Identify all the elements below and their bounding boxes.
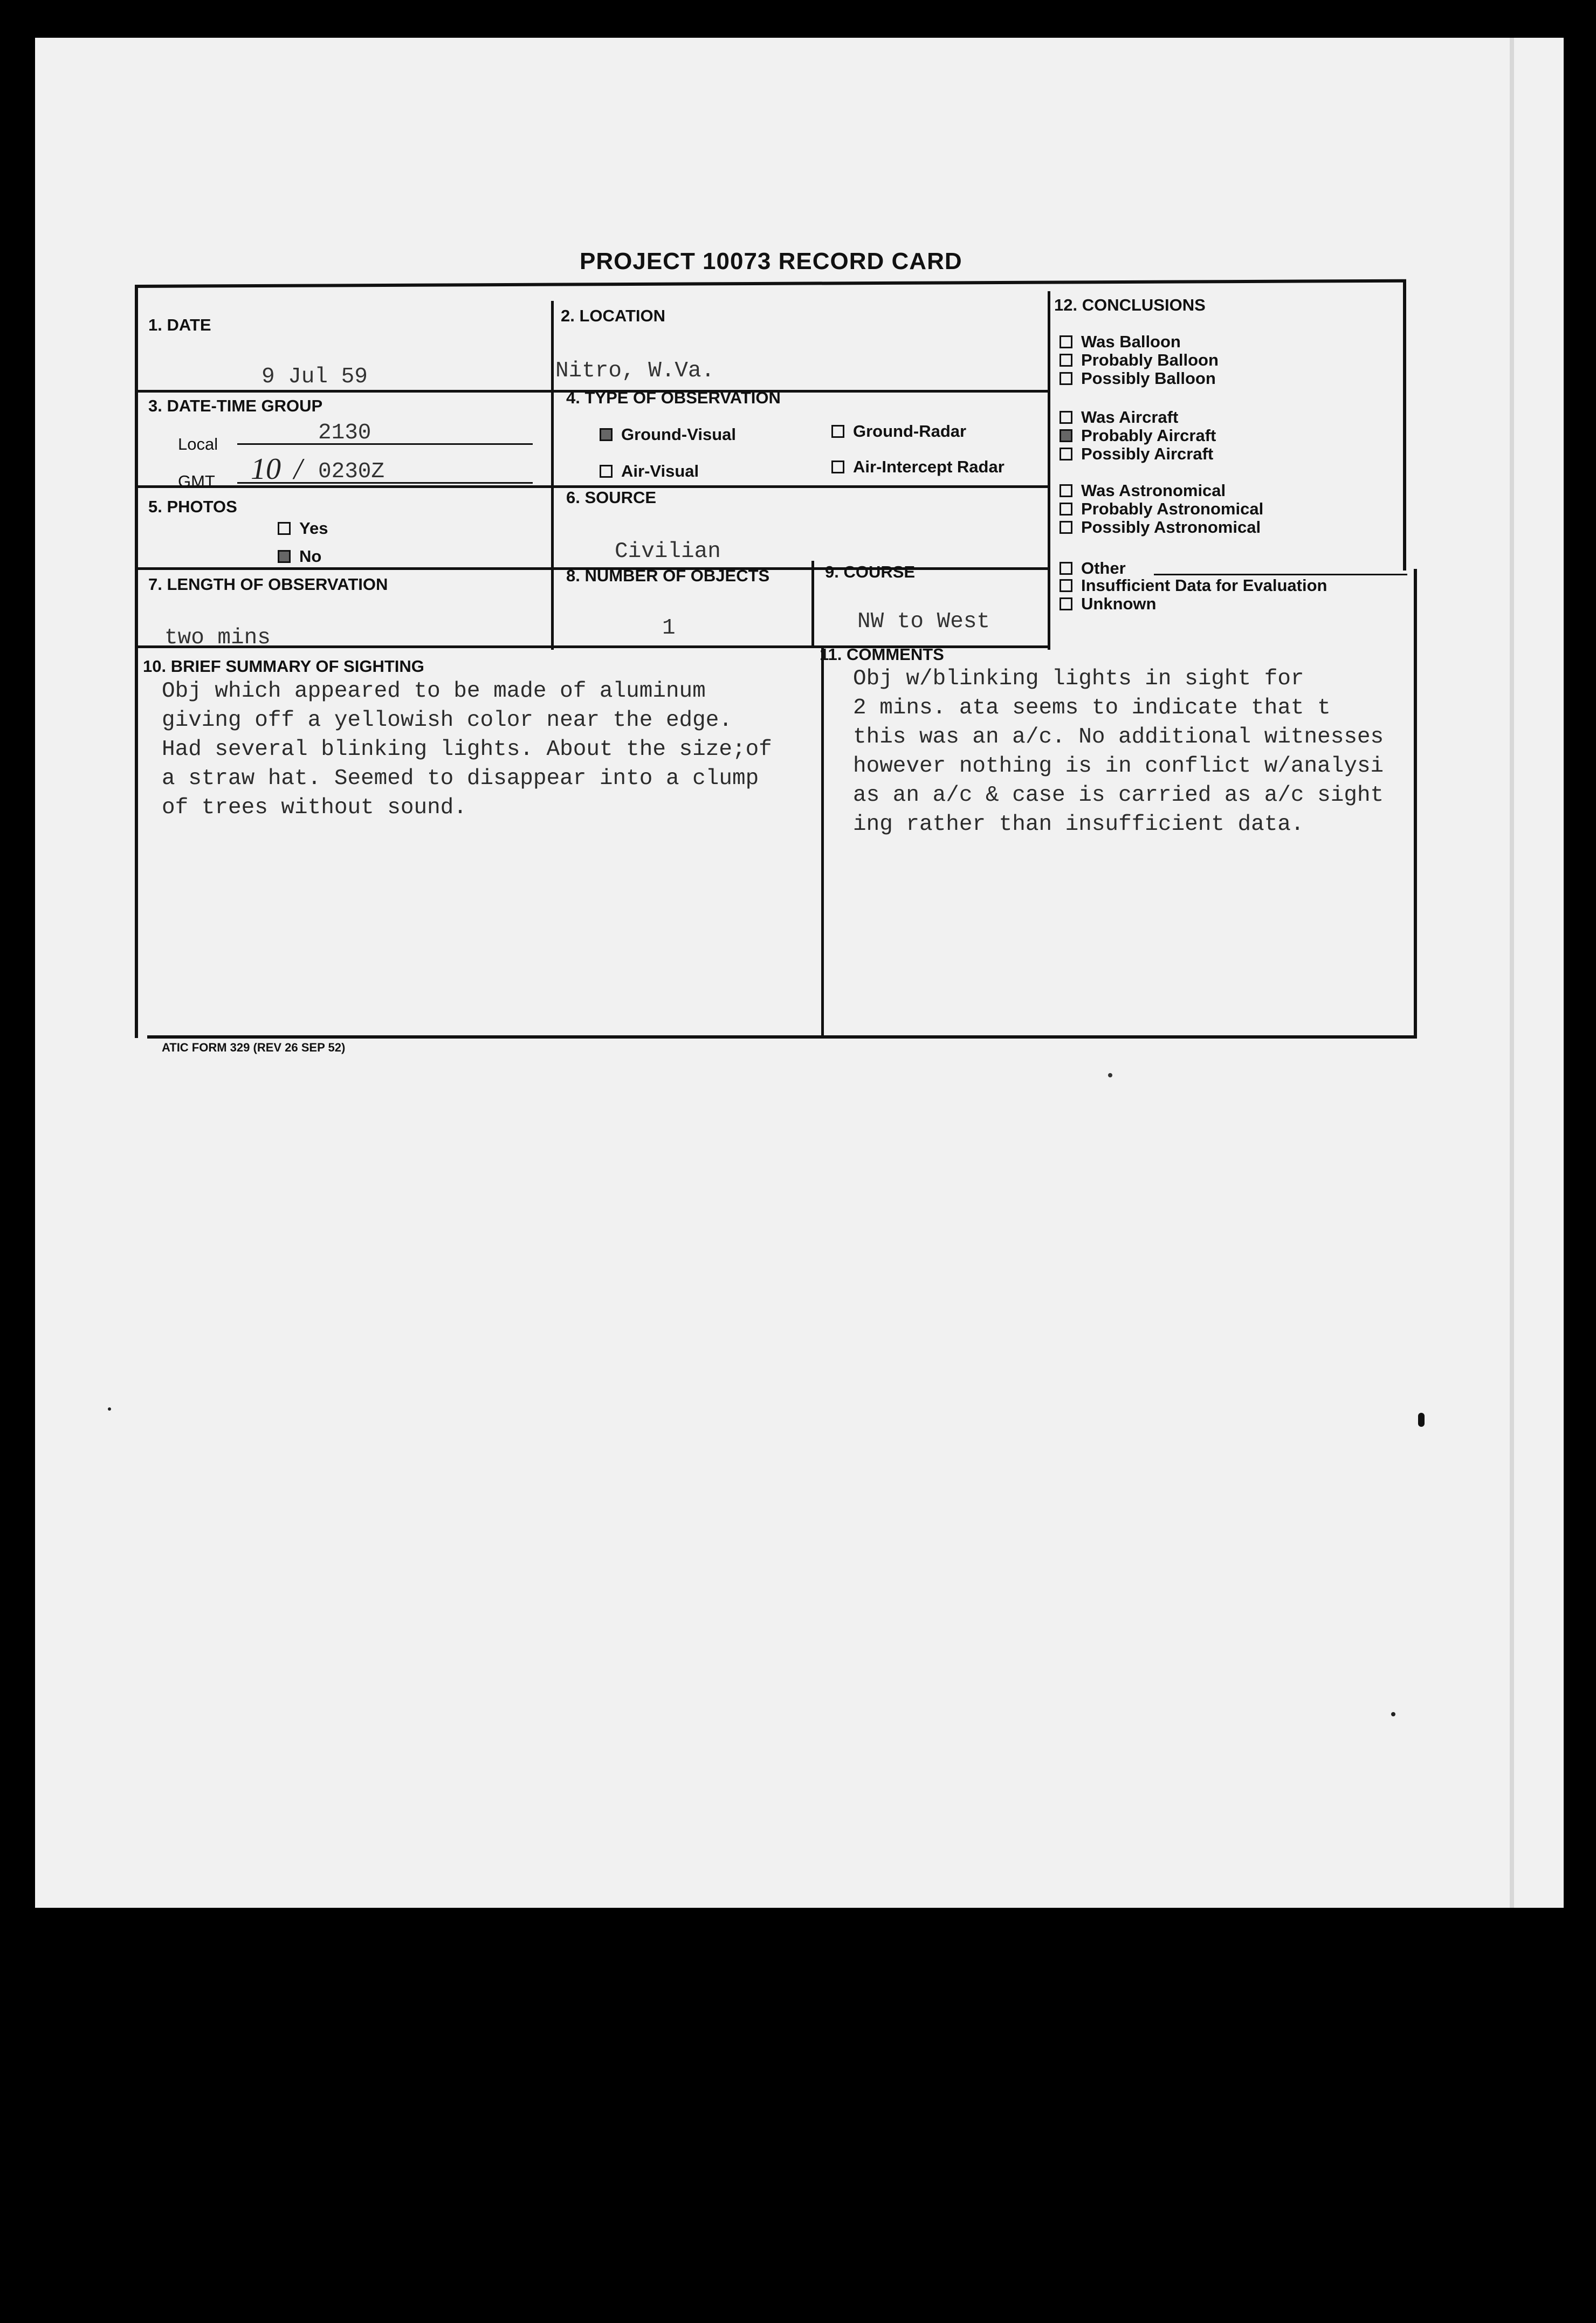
card-border-bottom	[147, 1035, 1417, 1039]
conclusion-insufficient-data[interactable]: Insufficient Data for Evaluation	[1060, 576, 1327, 595]
divider-summary	[821, 647, 824, 1036]
comments-text	[853, 664, 1384, 839]
comments-line: as an a/c & case is carried as a/c sight	[853, 783, 1384, 808]
checkbox-icon	[1060, 562, 1072, 575]
checkbox-checked-icon	[600, 428, 613, 441]
gmt-day-handwritten: 10	[251, 452, 281, 486]
local-underline	[237, 443, 533, 445]
course-label: 9. COURSE	[825, 562, 916, 581]
gmt-label: GMT	[178, 472, 215, 491]
checkbox-icon	[1060, 448, 1072, 461]
scan-speck	[1418, 1413, 1425, 1427]
date-time-group-label: 3. DATE-TIME GROUP	[148, 396, 323, 415]
summary-line: of trees without sound.	[162, 795, 467, 820]
checkbox-icon	[1060, 521, 1072, 534]
length-value: two mins	[164, 626, 271, 650]
divider-col2	[1048, 291, 1050, 650]
card-title: PROJECT 10073 RECORD CARD	[580, 248, 962, 274]
checkbox-icon	[1060, 372, 1072, 385]
checkbox-icon	[1060, 411, 1072, 424]
checkbox-checked-icon	[1060, 429, 1072, 442]
conclusion-probably-aircraft[interactable]: Probably Aircraft	[1060, 426, 1216, 445]
summary-text	[162, 677, 772, 822]
conclusion-was-balloon[interactable]: Was Balloon	[1060, 332, 1181, 352]
checkbox-icon	[1060, 335, 1072, 348]
conclusions-label: 12. CONCLUSIONS	[1054, 295, 1206, 314]
checkbox-icon	[278, 522, 291, 535]
divider-col1	[551, 301, 554, 650]
date-value: 9 Jul 59	[262, 365, 368, 389]
conclusion-probably-balloon[interactable]: Probably Balloon	[1060, 350, 1219, 370]
obs-option-ground-radar[interactable]: Ground-Radar	[831, 422, 966, 441]
checkbox-icon	[1060, 354, 1072, 367]
conclusion-was-astronomical[interactable]: Was Astronomical	[1060, 481, 1226, 500]
photos-option-yes[interactable]: Yes	[278, 519, 328, 538]
summary-line: giving off a yellowish color near the edge.	[162, 708, 732, 733]
conclusion-unknown[interactable]: Unknown	[1060, 594, 1157, 614]
summary-line: a straw hat. Seemed to disappear into a clump	[162, 766, 759, 791]
comments-line: this was an a/c. No additional witnesses	[853, 725, 1384, 750]
comments-line: however nothing is in conflict w/analysi	[853, 754, 1384, 779]
local-label: Local	[178, 435, 218, 453]
scan-speck	[1108, 1073, 1112, 1077]
checkbox-icon	[600, 465, 613, 478]
checkbox-icon	[831, 461, 844, 473]
gmt-underline	[237, 482, 533, 484]
card-border-right	[1403, 279, 1406, 571]
photos-option-no[interactable]: No	[278, 547, 321, 566]
form-footer: ATIC FORM 329 (REV 26 SEP 52)	[162, 1041, 346, 1054]
checkbox-icon	[1060, 503, 1072, 516]
comments-label: 11. COMMENTS	[820, 645, 944, 664]
course-value: NW to West	[857, 609, 990, 634]
obs-option-air-visual[interactable]: Air-Visual	[600, 462, 699, 481]
card-border-left	[135, 285, 138, 1038]
obs-option-air-intercept-radar[interactable]: Air-Intercept Radar	[831, 457, 1005, 477]
source-value: Civilian	[615, 539, 721, 564]
conclusion-other[interactable]: Other	[1060, 559, 1126, 578]
checkbox-icon	[831, 425, 844, 438]
checkbox-checked-icon	[278, 550, 291, 563]
local-value: 2130	[318, 421, 372, 445]
observation-type-label: 4. TYPE OF OBSERVATION	[566, 388, 781, 407]
length-label: 7. LENGTH OF OBSERVATION	[148, 575, 388, 594]
gmt-value: 0230Z	[318, 459, 385, 484]
date-label: 1. DATE	[148, 315, 211, 334]
conclusion-possibly-astronomical[interactable]: Possibly Astronomical	[1060, 518, 1261, 537]
location-label: 2. LOCATION	[561, 306, 666, 325]
checkbox-icon	[1060, 579, 1072, 592]
scan-speck	[1391, 1712, 1395, 1716]
comments-line: 2 mins. ata seems to indicate that t	[853, 696, 1331, 720]
other-underline	[1154, 574, 1407, 575]
divider-course	[811, 561, 814, 648]
conclusion-possibly-aircraft[interactable]: Possibly Aircraft	[1060, 444, 1213, 464]
comments-line: ing rather than insufficient data.	[853, 812, 1304, 837]
photos-label: 5. PHOTOS	[148, 497, 237, 516]
objects-label: 8. NUMBER OF OBJECTS	[566, 566, 770, 585]
location-value: Nitro, W.Va.	[555, 359, 715, 383]
scan-speck	[108, 1407, 111, 1411]
checkbox-icon	[1060, 597, 1072, 610]
obs-option-ground-visual[interactable]: Ground-Visual	[600, 425, 736, 444]
checkbox-icon	[1060, 484, 1072, 497]
summary-line: Had several blinking lights. About the size;of	[162, 737, 772, 762]
conclusion-possibly-balloon[interactable]: Possibly Balloon	[1060, 369, 1216, 388]
card-border-top	[135, 279, 1406, 288]
summary-label: 10. BRIEF SUMMARY OF SIGHTING	[143, 657, 424, 676]
card-border-right-lower	[1414, 569, 1417, 1038]
conclusion-was-aircraft[interactable]: Was Aircraft	[1060, 408, 1178, 427]
objects-value: 1	[662, 616, 676, 641]
gmt-slash-mark: /	[294, 452, 302, 486]
source-label: 6. SOURCE	[566, 488, 657, 507]
summary-line: Obj which appeared to be made of aluminum	[162, 679, 706, 704]
comments-line: Obj w/blinking lights in sight for	[853, 666, 1304, 691]
conclusion-probably-astronomical[interactable]: Probably Astronomical	[1060, 499, 1263, 519]
